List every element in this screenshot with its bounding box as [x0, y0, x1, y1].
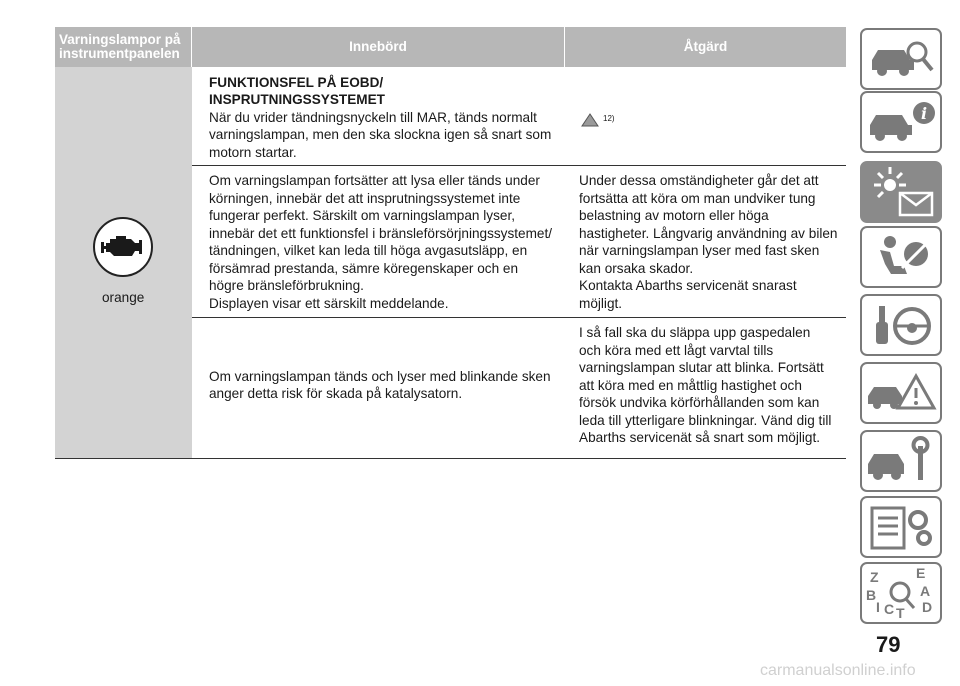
row1-line-3: motorn startar.	[209, 145, 297, 160]
row2-action-line-3: belastning av motorn eller höga	[579, 208, 769, 223]
index-letter: T	[896, 605, 905, 621]
row3-meaning-line-2: anger detta risk för skada på katalysatorn.	[209, 386, 463, 401]
row2-action-line-6: kan orsaka skador.	[579, 261, 694, 276]
row2-meaning-line-8: Displayen visar ett särskilt meddelande.	[209, 296, 449, 311]
row1-reference: 12)	[603, 114, 615, 123]
row2-action-line-1: Under dessa omständigheter går det att	[579, 173, 819, 188]
row2-meaning-line-5: tändningen, vilket kan leda till höga avgasutsläpp, en	[209, 243, 528, 258]
row2-action-line-5: när varningslampan lyser med fast sken	[579, 243, 820, 258]
car-emergency-triangle-icon	[862, 364, 940, 422]
tab-index[interactable]	[860, 562, 942, 624]
car-info-icon	[862, 93, 940, 151]
row-divider	[192, 165, 846, 166]
row2-meaning-line-2: körningen, innebär det att insprutningssystemet inte	[209, 191, 521, 206]
row2-action-line-2: fortsätta att köra om man undviker tung	[579, 191, 816, 206]
index-letter: A	[920, 583, 931, 599]
index-letter: D	[922, 599, 933, 615]
header-warning-lamps	[55, 27, 191, 67]
header-warning-lamps-line1: Varningslampor på	[59, 32, 181, 47]
header-action: Åtgärd	[565, 27, 846, 67]
row3-meaning-line-1: Om varningslampan tänds och lyser med blinkande sken	[209, 369, 551, 384]
tab-technical-data[interactable]	[860, 496, 942, 558]
header-meaning: Innebörd	[192, 27, 564, 67]
row3-action-line-6: leda till ytterligare blinkningar. Vänd dig till	[579, 413, 832, 428]
car-search-icon	[862, 30, 940, 88]
row3-action-line-1: I så fall ska du släppa upp gaspedalen	[579, 325, 811, 340]
row1-line-1: När du vrider tändningsnyckeln till MAR, tänds normalt	[209, 110, 537, 125]
svg-text:i: i	[921, 104, 928, 123]
tab-information[interactable]	[860, 91, 942, 153]
row3-action-line-2: och köra med ett lågt varvtal tills	[579, 343, 774, 358]
header-warning-lamps-line2: instrumentpanelen	[59, 46, 180, 61]
index-letter: E	[916, 565, 926, 581]
index-letter: I	[876, 599, 880, 615]
specs-gears-icon	[862, 498, 940, 556]
page-number: 79	[876, 632, 901, 657]
table-bottom-rule	[55, 458, 846, 459]
index-letter: B	[866, 587, 877, 603]
row1-title-line1: FUNKTIONSFEL PÅ EOBD/	[209, 75, 384, 90]
car-wrench-icon	[862, 432, 940, 490]
tab-safety[interactable]	[860, 226, 942, 288]
tab-emergency[interactable]	[860, 362, 942, 424]
engine-warning-lamp-icon	[92, 216, 154, 278]
tab-knowing-your-car[interactable]	[860, 28, 942, 90]
row1-title-line2: INSPRUTNINGSSYSTEMET	[209, 92, 385, 107]
warning-light-message-icon	[862, 163, 940, 221]
index-letter: Z	[870, 569, 879, 585]
tab-warning-lights[interactable]	[860, 161, 942, 223]
row3-action-line-5: försök undvika körförhållanden som kan	[579, 395, 820, 410]
lamp-color-label: orange	[102, 290, 145, 305]
row1-line-2: varningslampan, men den ska slockna igen så snart som	[209, 127, 552, 142]
footer-watermark[interactable]: carmanualsonline.info	[760, 662, 916, 679]
row2-meaning-line-6: försämrad prestanda, sämre köregenskaper och en	[209, 261, 519, 276]
row2-action-line-7: Kontakta Abarths servicenät snarast	[579, 278, 797, 293]
index-letter: C	[884, 601, 895, 617]
row2-meaning-line-7: högre bränsleförbrukning.	[209, 278, 364, 293]
row2-action-line-8: möjligt.	[579, 296, 623, 311]
row2-meaning-line-1: Om varningslampan fortsätter att lysa eller tänds under	[209, 173, 540, 188]
tab-starting-driving[interactable]	[860, 294, 942, 356]
row3-action-line-3: varningslampan slutar att blinka. Fortsätt	[579, 360, 824, 375]
row2-meaning-line-3: fungerar perfekt. Särskilt om varningslampan lyser,	[209, 208, 515, 223]
row3-action-line-7: Abarths servicenät så snart som möjligt.	[579, 430, 821, 445]
row-divider	[192, 317, 846, 318]
caution-triangle-icon	[581, 113, 599, 127]
index-letters-icon	[862, 564, 940, 622]
row2-meaning-line-4: innebär det ett funktionsfel i bränsleförsörjningssystemet/	[209, 226, 553, 241]
airbag-passenger-icon	[862, 228, 940, 286]
row3-action-line-4: att köra med en måttlig hastighet och	[579, 378, 802, 393]
key-steering-wheel-icon	[862, 296, 940, 354]
tab-maintenance[interactable]	[860, 430, 942, 492]
row2-action-line-4: hastigheter. Långvarig användning av bilen	[579, 226, 838, 241]
